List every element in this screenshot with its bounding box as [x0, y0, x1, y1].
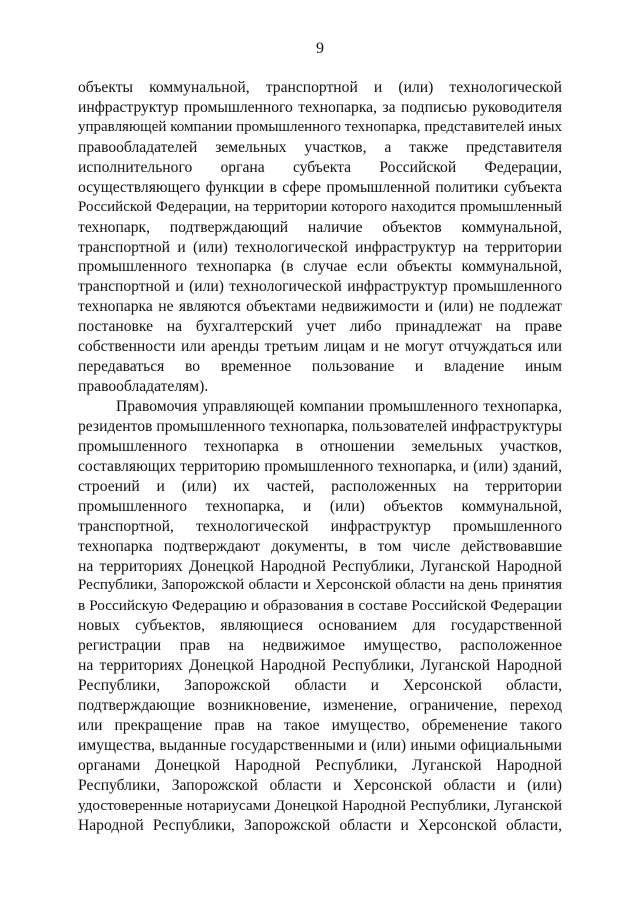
text-line: технопарка подтверждают документы, в том числе действовавшие: [78, 537, 562, 555]
text-line: передаваться во временное пользование и владение иным: [78, 358, 562, 376]
text-line: промышленного технопарка (в случае если объекты коммунальной,: [78, 258, 562, 276]
text-line: собственности или аренды третьим лицам и не могут отчуждаться или: [78, 338, 562, 356]
text-line: или прекращение прав на такое имущество, обременение такого: [78, 717, 562, 734]
text-line: на территориях Донецкой Народной Республики, Луганской Народной: [78, 657, 562, 675]
text-line: управляющей компании промышленного технопарка, представителей иных: [78, 118, 562, 135]
paragraph-2: [78, 397, 562, 836]
text-line: Российской Федерации, на территории которого находится промышленный: [78, 198, 562, 215]
text-line: регистрации прав на недвижимое имущество, расположенное: [78, 637, 562, 655]
text-line: промышленного технопарка, и (или) объектов коммунальной,: [78, 497, 562, 515]
text-line: в Российскую Федерацию и образования в составе Российской Федерации: [78, 597, 562, 615]
text-line: Народной Республики, Запорожской области и Херсонской области,: [78, 816, 562, 834]
text-line: Правомочия управляющей компании промышленного технопарка,: [116, 398, 562, 415]
text-line: технопарка не являются объектами недвижимости и (или) не подлежат: [78, 298, 562, 316]
text-line: осуществляющего функции в сфере промышленной политики субъекта: [78, 178, 562, 196]
text-line: составляющих территорию промышленного технопарка, и (или) зданий,: [78, 457, 562, 475]
text-line: имущества, выданные государственными и (или) иными официальными: [78, 736, 562, 754]
text-line: исполнительного органа субъекта Российской Федерации,: [78, 158, 562, 176]
text-line: подтверждающие возникновение, изменение, ограничение, переход: [78, 697, 562, 715]
text-line: транспортной и (или) технологической инфраструктур на территории: [78, 238, 562, 256]
text-line: постановке на бухгалтерский учет либо принадлежат на праве: [78, 318, 562, 336]
text-line: удостоверенные нотариусами Донецкой Народной Республики, Луганской: [78, 796, 562, 814]
text-line: на территориях Донецкой Народной Республики, Луганской Народной: [78, 557, 562, 575]
paragraph-1: [78, 78, 562, 397]
text-line: правообладателей земельных участков, а также представителя: [78, 138, 562, 156]
text-line: Республики, Запорожской области и Херсонской области и (или): [78, 776, 562, 794]
text-line: транспортной и (или) технологической инфраструктур промышленного: [78, 278, 562, 296]
text-line: инфраструктур промышленного технопарка, за подписью руководителя: [78, 98, 562, 116]
text-line: новых субъектов, являющиеся основанием для государственной: [78, 617, 562, 635]
text-line: объекты коммунальной, транспортной и (или) технологической: [78, 79, 562, 96]
text-line: технопарк, подтверждающий наличие объектов коммунальной,: [78, 218, 562, 236]
text-line: Республики, Запорожской области и Херсонской области,: [78, 677, 562, 695]
page-number: 9: [316, 40, 324, 57]
text-line: транспортной, технологической инфраструктур промышленного: [78, 517, 562, 535]
text-line: строений и (или) их частей, расположенных на территории: [78, 477, 562, 495]
text-line: Республики, Запорожской области и Херсонской области на день принятия: [78, 577, 562, 594]
text-line: резидентов промышленного технопарка, пользователей инфраструктуры: [78, 417, 562, 435]
text-line: органами Донецкой Народной Республики, Луганской Народной: [78, 756, 562, 774]
text-line: промышленного технопарка в отношении земельных участков,: [78, 437, 562, 455]
document-body: [78, 78, 562, 836]
text-line: правообладателям).: [78, 378, 209, 396]
